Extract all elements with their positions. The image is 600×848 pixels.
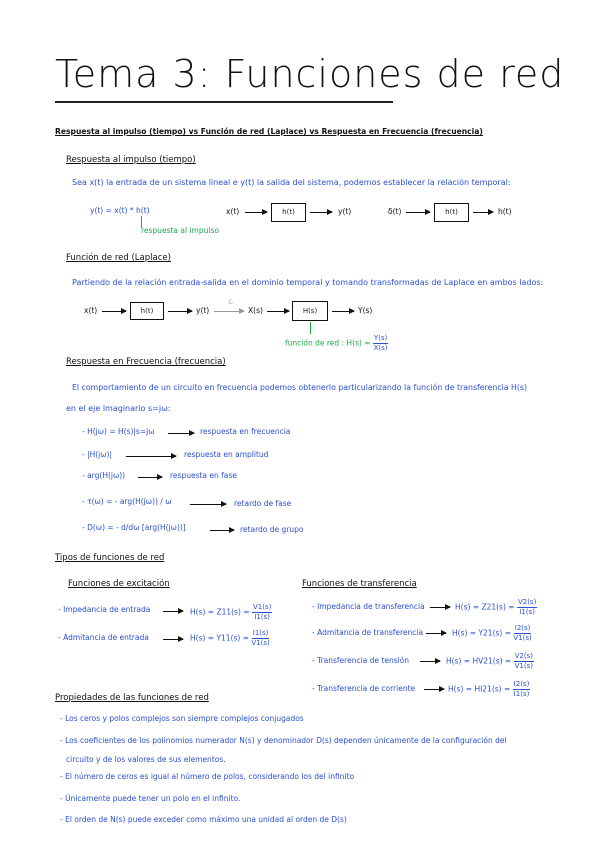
freq-item-1-desc: respuesta en frecuencia: [200, 427, 291, 436]
title-underline: [55, 101, 393, 103]
trans-item-1-formula: [455, 598, 537, 617]
diag1-arrow-out: [310, 212, 332, 213]
diag2-arrow-out: [473, 212, 493, 213]
sub2-input-s: X(s): [248, 306, 263, 315]
sub2-box-h: h(t): [130, 302, 164, 320]
freq-item-2-desc: respuesta en amplitud: [184, 450, 269, 459]
trans-item-4-num: I2(s): [513, 680, 530, 688]
sub1-formula: y(t) = x(t) * h(t): [90, 206, 150, 215]
freq-item-5-arrow: [210, 530, 234, 531]
freq-item-1-formula: - H(jω) = H(s)|s=jω: [82, 427, 155, 436]
sub2-input: x(t): [84, 306, 98, 315]
trans-item-3-arrow: [420, 661, 440, 662]
sub2-box-H: H(s): [292, 301, 328, 321]
exc-item-2-den: V1(s): [251, 639, 270, 647]
sub2-arrow-1: [102, 311, 126, 312]
trans-item-4-expr: H(s) = HI21(s) =: [448, 684, 511, 694]
sub2-arrow-2: [168, 311, 192, 312]
diag2-box: h(t): [434, 203, 469, 222]
freq-item-1: [82, 427, 154, 436]
trans-item-4-den: I1(s): [513, 690, 530, 698]
sub3-text2: en el eje imaginario s=jω:: [66, 404, 171, 413]
trans-item-4-label: - Transferencia de corriente: [312, 684, 416, 693]
trans-heading: Funciones de transferencia: [302, 579, 417, 589]
sub2-output-s: Y(s): [358, 306, 373, 315]
exc-item-2-num: I1(s): [252, 629, 269, 637]
diag1-box: h(t): [271, 203, 306, 222]
sub2-note-label: función de red : H(s) =: [285, 338, 371, 348]
trans-item-3-label: - Transferencia de tensión: [312, 656, 410, 665]
exc-item-1-label: - Impedancia de entrada: [58, 605, 151, 614]
props-item-3: - El número de ceros es igual al número de polos, considerando los del infinito: [60, 772, 355, 781]
exc-item-1-num: V1(s): [252, 603, 272, 611]
freq-item-1-arrow: [168, 433, 194, 434]
sub2-arrow-3: [267, 311, 289, 312]
exc-item-1-arrow: [163, 611, 183, 612]
sub3-text1: El comportamiento de un circuito en frecuencia podemos obtenerlo particularizando la función de transferencia H(s): [72, 383, 528, 392]
exc-item-1-formula: [190, 603, 272, 622]
sub2-text: Partiendo de la relación entrada-salida en el dominio temporal y tomando transformadas de Laplace en ambos lados:: [72, 278, 544, 287]
trans-item-2-arrow: [426, 633, 446, 634]
props-item-4: - Únicamente puede tener un polo en el infinito.: [60, 794, 241, 803]
trans-item-4-arrow: [424, 689, 444, 690]
tipos-heading: Tipos de funciones de red: [55, 553, 165, 563]
exc-heading: Funciones de excitación: [68, 579, 170, 589]
trans-item-3-formula: [446, 652, 534, 671]
freq-item-4-arrow: [190, 504, 226, 505]
sub2-note-den: X(s): [373, 344, 388, 352]
trans-item-1-label: - Impedancia de transferencia: [312, 602, 425, 611]
sub2-heading: Función de red (Laplace): [66, 253, 171, 263]
diag2-arrow-in: [406, 212, 430, 213]
sub1-text: Sea x(t) la entrada de un sistema lineal e y(t) la salida del sistema, podemos establecer la relación temporal:: [72, 178, 511, 187]
exc-item-2-formula: [190, 629, 270, 648]
diag2-input: δ(t): [388, 207, 402, 216]
trans-item-1-expr: H(s) = Z21(s) =: [455, 602, 515, 612]
freq-item-3-desc: respuesta en fase: [170, 471, 237, 480]
trans-item-3-expr: H(s) = HV21(s) =: [446, 656, 512, 666]
sub1-note: respuesta al impulso: [141, 226, 219, 235]
laplace-arrow: [214, 311, 244, 312]
sub2-note-num: Y(s): [373, 334, 388, 342]
exc-item-1-expr: H(s) = Z11(s) =: [190, 607, 250, 617]
trans-item-3-den: V1(s): [514, 662, 533, 670]
exc-item-2-label: - Admitancia de entrada: [58, 633, 149, 642]
trans-item-1-arrow: [430, 607, 450, 608]
freq-item-4-formula: - τ(ω) = - arg(H(jω)) / ω: [82, 497, 172, 506]
freq-item-5-formula: - D(ω) = - d/dω [arg(H(jω))]: [82, 523, 186, 532]
laplace-symbol: ℒ: [228, 298, 234, 306]
trans-item-2-formula: [452, 624, 532, 643]
freq-item-3-formula: - arg(H(jω)): [82, 471, 126, 480]
trans-item-2-num: I2(s): [514, 624, 531, 632]
props-heading: Propiedades de las funciones de red: [55, 693, 209, 703]
trans-item-2-expr: H(s) = Y21(s) =: [452, 628, 512, 638]
diag1-output: y(t): [338, 207, 352, 216]
trans-item-1-num: V2(s): [517, 598, 537, 606]
freq-item-4-desc: retardo de fase: [234, 499, 292, 508]
sub2-note: [285, 334, 388, 353]
page-title: Tema 3: Funciones de red: [55, 52, 565, 96]
exc-item-2-expr: H(s) = Y11(s) =: [190, 633, 250, 643]
trans-item-1-den: I1(s): [519, 608, 535, 616]
diag1-arrow-in: [245, 212, 267, 213]
exc-item-1-den: I1(s): [254, 613, 270, 621]
trans-item-2-label: - Admitancia de transferencia: [312, 628, 424, 637]
trans-item-2-den: V1(s): [513, 634, 532, 642]
sub2-note-pointer: [310, 322, 311, 334]
diag1-input: x(t): [226, 207, 240, 216]
props-item-2: - Los coeficientes de los polinomios numerador N(s) y denominador D(s) dependen únicamente de la configuración del: [60, 736, 507, 745]
props-item-1: - Los ceros y polos complejos son siempre complejos conjugados: [60, 714, 304, 723]
props-item-2b: circuito y de los valores de sus elementos.: [66, 755, 226, 764]
section-main-heading: Respuesta al impulso (tiempo) vs Función de red (Laplace) vs Respuesta en Frecuencia (frecuencia): [55, 127, 483, 136]
sub1-heading: Respuesta al impulso (tiempo): [66, 155, 196, 165]
sub2-arrow-4: [332, 311, 354, 312]
freq-item-3-arrow: [138, 477, 162, 478]
sub3-heading: Respuesta en Frecuencia (frecuencia): [66, 357, 226, 367]
sub2-note-fraction: [373, 334, 388, 353]
trans-item-3-num: V2(s): [514, 652, 533, 660]
freq-item-5-desc: retardo de grupo: [240, 525, 304, 534]
props-item-5: - El orden de N(s) puede exceder como máximo una unidad al orden de D(s): [60, 815, 347, 824]
freq-item-2-arrow: [126, 456, 176, 457]
freq-item-2-formula: - |H(jω)|: [82, 450, 112, 459]
diag2-output: h(t): [498, 207, 512, 216]
sub2-output: y(t): [196, 306, 210, 315]
trans-item-4-formula: [448, 680, 530, 699]
exc-item-2-arrow: [163, 639, 183, 640]
